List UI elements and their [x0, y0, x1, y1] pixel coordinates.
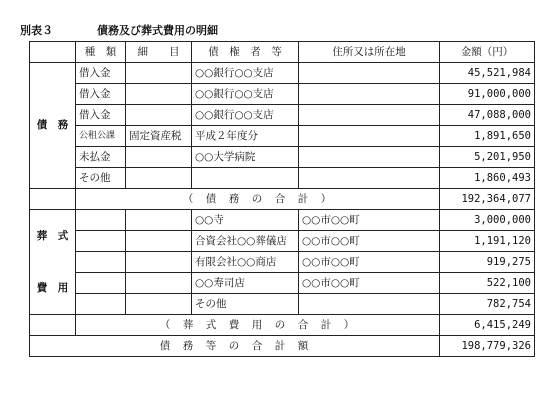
debt-kind: 借入金 — [76, 84, 126, 105]
total-blank — [30, 315, 76, 336]
funeral-total-label: （ 葬 式 費 用 の 合 計 ） — [76, 315, 440, 336]
table-row — [30, 294, 535, 315]
debts-total-label: （ 債 務 の 合 計 ） — [76, 189, 440, 210]
funeral-detail — [126, 273, 192, 294]
funeral-address: ○○市○○町 — [299, 273, 440, 294]
funeral-total-amount: 6,415,249 — [440, 315, 535, 336]
debt-creditor: ○○大学病院 — [192, 147, 299, 168]
funeral-kind — [76, 294, 126, 315]
debt-detail: 固定資産税 — [126, 126, 192, 147]
funeral-detail — [126, 252, 192, 273]
debt-detail — [126, 147, 192, 168]
table-row — [30, 147, 535, 168]
funeral-category-line2: 費 用 — [36, 281, 69, 294]
funeral-address: ○○市○○町 — [299, 231, 440, 252]
table-row — [30, 63, 535, 84]
debt-amount: 91,000,000 — [440, 84, 535, 105]
debt-address — [299, 168, 440, 189]
funeral-address — [299, 294, 440, 315]
table-row — [30, 252, 535, 273]
funeral-kind — [76, 231, 126, 252]
funeral-category-line1: 葬 式 — [36, 229, 69, 242]
grand-total-row — [30, 336, 535, 357]
funeral-kind — [76, 252, 126, 273]
debt-amount: 45,521,984 — [440, 63, 535, 84]
funeral-address: ○○市○○町 — [299, 252, 440, 273]
debts-total-row — [30, 189, 535, 210]
funeral-creditor: 合資会社○○葬儀店 — [192, 231, 299, 252]
funeral-detail — [126, 210, 192, 231]
table-row — [30, 168, 535, 189]
table-row — [30, 126, 535, 147]
funeral-amount: 919,275 — [440, 252, 535, 273]
debt-creditor — [192, 168, 299, 189]
debt-detail — [126, 63, 192, 84]
debt-address — [299, 147, 440, 168]
debt-creditor: 平成２年度分 — [192, 126, 299, 147]
header-blank — [30, 42, 76, 63]
funeral-creditor: その他 — [192, 294, 299, 315]
funeral-amount: 782,754 — [440, 294, 535, 315]
funeral-detail — [126, 294, 192, 315]
debt-address — [299, 105, 440, 126]
debt-detail — [126, 105, 192, 126]
funeral-amount: 1,191,120 — [440, 231, 535, 252]
funeral-amount: 522,100 — [440, 273, 535, 294]
table-row — [30, 84, 535, 105]
total-blank — [30, 189, 76, 210]
debt-creditor: ○○銀行○○支店 — [192, 105, 299, 126]
debt-kind: その他 — [76, 168, 126, 189]
funeral-category — [30, 210, 76, 315]
header-row — [30, 42, 535, 63]
grand-total-amount: 198,779,326 — [440, 336, 535, 357]
debt-amount: 1,891,650 — [440, 126, 535, 147]
debt-kind: 借入金 — [76, 63, 126, 84]
funeral-creditor: ○○寺 — [192, 210, 299, 231]
funeral-creditor: ○○寿司店 — [192, 273, 299, 294]
table-title: 債務及び葬式費用の明細 — [97, 24, 218, 37]
debts-category: 債 務 — [30, 63, 76, 189]
debts-funeral-table — [29, 41, 535, 357]
header-creditor: 債 権 者 等 — [192, 42, 299, 63]
funeral-amount: 3,000,000 — [440, 210, 535, 231]
table-row — [30, 105, 535, 126]
table-row — [30, 210, 535, 231]
debt-kind: 借入金 — [76, 105, 126, 126]
funeral-detail — [126, 231, 192, 252]
grand-total-label: 債 務 等 の 合 計 額 — [30, 336, 440, 357]
header-address: 住所又は所在地 — [299, 42, 440, 63]
table-number: 別表３ — [20, 24, 53, 37]
header-detail: 細 目 — [126, 42, 192, 63]
table-row — [30, 231, 535, 252]
header-amount: 金額（円） — [440, 42, 535, 63]
debt-creditor: ○○銀行○○支店 — [192, 84, 299, 105]
debt-address — [299, 84, 440, 105]
debt-detail — [126, 84, 192, 105]
table-row — [30, 273, 535, 294]
debts-total-amount: 192,364,077 — [440, 189, 535, 210]
debt-kind: 未払金 — [76, 147, 126, 168]
funeral-total-row — [30, 315, 535, 336]
debt-kind: 公租公課 — [76, 126, 126, 147]
funeral-kind — [76, 210, 126, 231]
funeral-creditor: 有限会社○○商店 — [192, 252, 299, 273]
funeral-kind — [76, 273, 126, 294]
header-kind: 種 類 — [76, 42, 126, 63]
debt-amount: 5,201,950 — [440, 147, 535, 168]
debt-creditor: ○○銀行○○支店 — [192, 63, 299, 84]
debt-detail — [126, 168, 192, 189]
debt-amount: 47,088,000 — [440, 105, 535, 126]
funeral-address: ○○市○○町 — [299, 210, 440, 231]
debt-amount: 1,860,493 — [440, 168, 535, 189]
debt-address — [299, 126, 440, 147]
debt-address — [299, 63, 440, 84]
